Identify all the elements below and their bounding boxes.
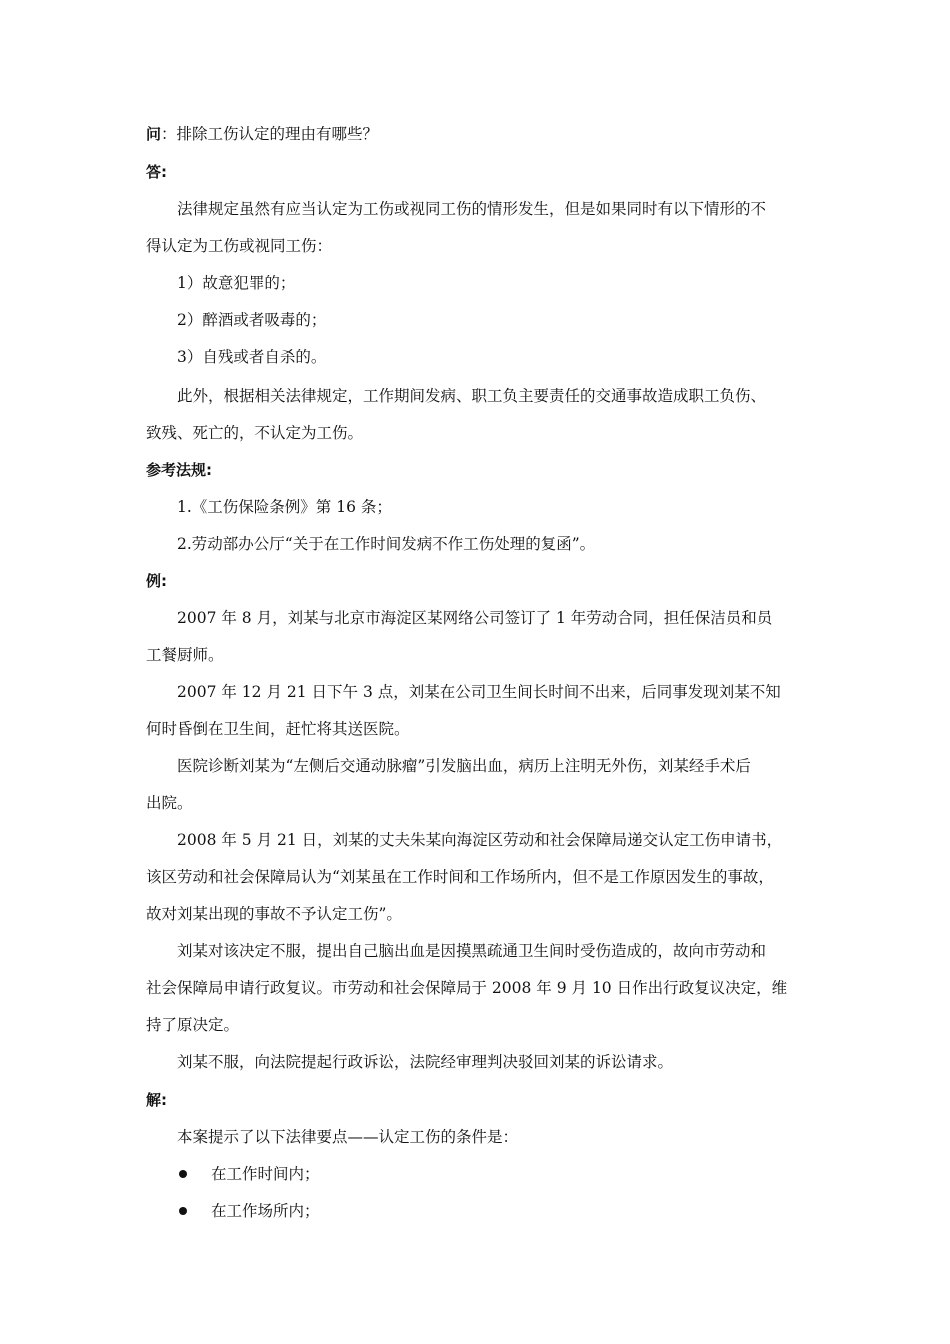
bullet-icon <box>179 1170 187 1178</box>
answer-item: 2）醉酒或者吸毒的； <box>177 311 327 329</box>
example-line: 2008 年 5 月 21 日，刘某的丈夫朱某向海淀区劳动和社会保障局递交认定工伤申请书， <box>177 831 783 849</box>
example-line: 医院诊断刘某为“左侧后交通动脉瘤”引发脑出血，病历上注明无外伤，刘某经手术后 <box>177 757 751 775</box>
example-line: 2007 年 12 月 21 日下午 3 点，刘某在公司卫生间长时间不出来，后同事发现刘某不知 <box>177 683 781 701</box>
example-line: 出院。 <box>146 794 193 812</box>
example-line: 何时昏倒在卫生间，赶忙将其送医院。 <box>146 720 410 738</box>
example-line: 2007 年 8 月，刘某与北京市海淀区某网络公司签订了 1 年劳动合同，担任保洁员和员 <box>177 609 773 627</box>
reference-label: 参考法规: <box>146 461 212 479</box>
bullet-icon <box>179 1207 187 1215</box>
answer-item: 3）自残或者自杀的。 <box>177 348 327 366</box>
solution-label: 解: <box>146 1091 167 1109</box>
example-line: 故对刘某出现的事故不予认定工伤”。 <box>146 905 402 923</box>
reference-item: 2.劳动部办公厅“关于在工作时间发病不作工伤处理的复函”。 <box>177 535 596 553</box>
example-line: 持了原决定。 <box>146 1016 240 1034</box>
question-text: ：排除工伤认定的理由有哪些？ <box>161 125 379 143</box>
answer-intro-line: 得认定为工伤或视同工伤： <box>146 237 333 255</box>
example-label: 例: <box>146 572 167 590</box>
question-label: 问 <box>146 125 162 143</box>
solution-intro: 本案提示了以下法律要点——认定工伤的条件是： <box>177 1128 519 1146</box>
solution-bullet: 在工作场所内； <box>211 1202 320 1220</box>
example-line: 工餐厨师。 <box>146 646 224 664</box>
example-line: 该区劳动和社会保障局认为“刘某虽在工作时间和工作场所内，但不是工作原因发生的事故， <box>146 868 774 886</box>
answer-extra-line: 此外，根据相关法律规定，工作期间发病、职工负主要责任的交通事故造成职工负伤、 <box>177 387 767 405</box>
solution-bullet: 在工作时间内； <box>211 1165 320 1183</box>
answer-extra-line: 致残、死亡的，不认定为工伤。 <box>146 424 364 442</box>
example-line: 刘某对该决定不服，提出自己脑出血是因摸黑疏通卫生间时受伤造成的，故向市劳动和 <box>177 942 767 960</box>
answer-intro-line: 法律规定虽然有应当认定为工伤或视同工伤的情形发生，但是如果同时有以下情形的不 <box>177 200 767 218</box>
answer-label: 答: <box>146 163 167 181</box>
reference-item: 1.《工伤保险条例》第 16 条； <box>177 498 392 516</box>
example-line: 社会保障局申请行政复议。市劳动和社会保障局于 2008 年 9 月 10 日作出行政复议决定，维 <box>146 979 788 997</box>
answer-item: 1）故意犯罪的； <box>177 274 296 292</box>
example-line: 刘某不服，向法院提起行政诉讼，法院经审理判决驳回刘某的诉讼请求。 <box>177 1053 674 1071</box>
question-heading <box>146 124 806 144</box>
